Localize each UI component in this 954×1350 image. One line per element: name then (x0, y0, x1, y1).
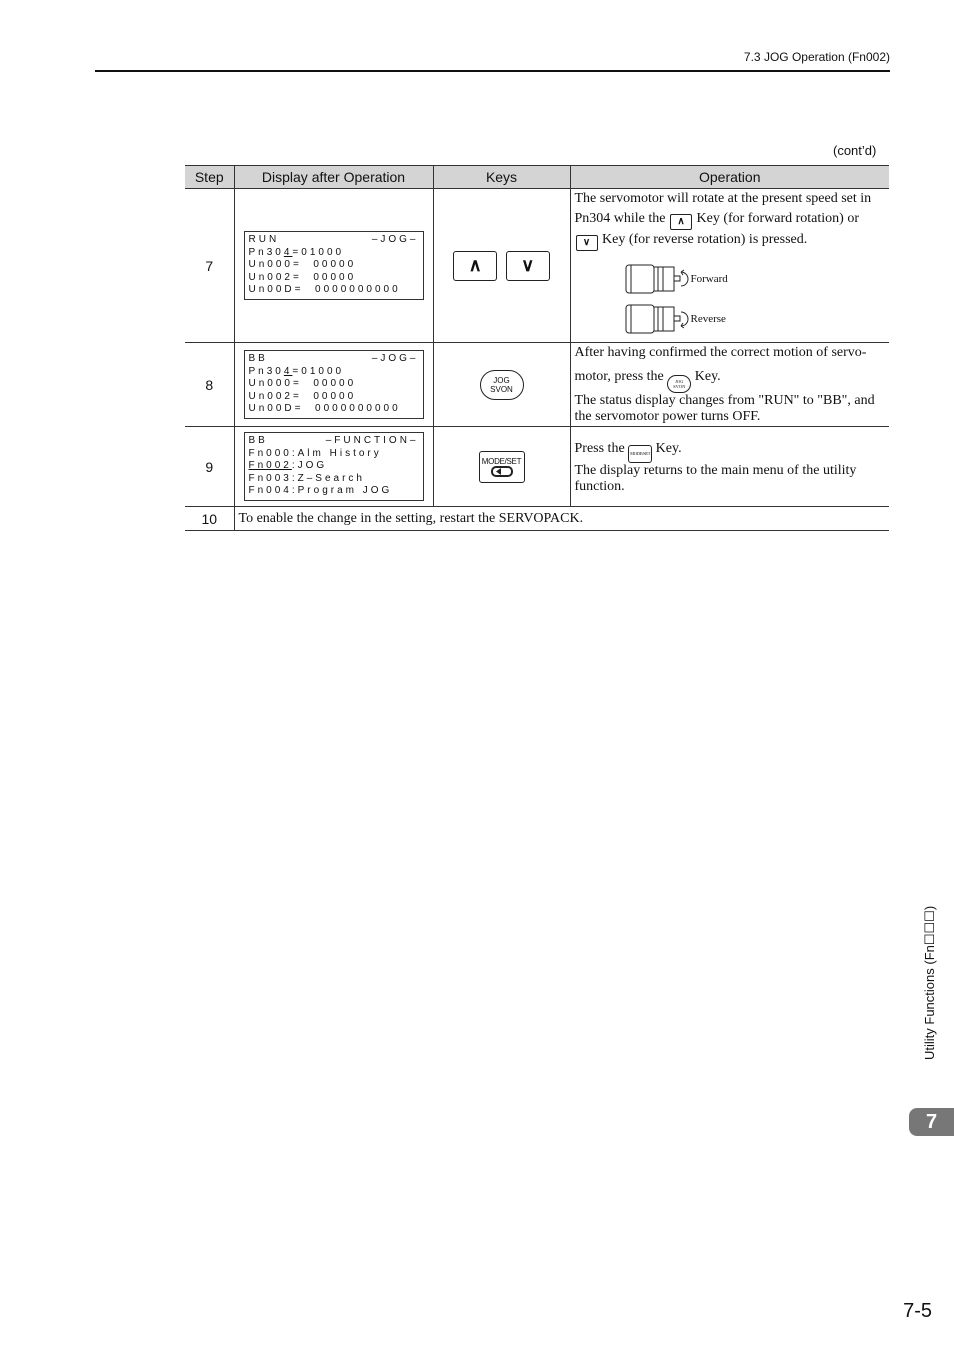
lcd-cell (234, 343, 433, 427)
lcd-line: RUN –JOG– (248, 234, 419, 246)
lcd-line: Un00D= 0000000000 (248, 403, 401, 415)
keys-cell (433, 189, 570, 343)
down-key-button[interactable]: ∨ (506, 251, 550, 281)
keys-cell (433, 343, 570, 427)
table-row (185, 507, 889, 531)
forward-label: Forward (690, 273, 728, 285)
step-number: 7 (185, 189, 234, 343)
chapter-title: Utility Functions (Fn☐☐☐) (922, 905, 937, 1060)
lcd-line: Un002= 00000 (248, 271, 357, 283)
lcd-line: Un000= 00000 (248, 378, 357, 390)
lcd-line: Un002= 00000 (248, 390, 357, 402)
chapter-number: 7 (909, 1108, 954, 1136)
lcd-line: BB –FUNCTION– (248, 435, 419, 447)
mode-set-key-icon: MODE/SET (628, 445, 652, 463)
col-header-display: Display after Operation (234, 166, 433, 189)
lcd-line: Fn002:JOG (248, 460, 328, 472)
operation-cell: Press the MODE/SET Key. The display returns to the main menu of the utility function. (570, 427, 889, 507)
header-rule (95, 70, 890, 72)
lcd-line: Fn000:Alm History (248, 447, 382, 459)
steps-table (185, 165, 889, 531)
chapter-side-tab (880, 900, 954, 1080)
table-row (185, 343, 889, 427)
page-number: 7-5 (903, 1300, 932, 1322)
step-number: 9 (185, 427, 234, 507)
lcd-cell (234, 427, 433, 507)
lcd-display (244, 432, 424, 501)
lcd-line: Un000= 00000 (248, 259, 357, 271)
section-header: 7.3 JOG Operation (Fn002) (743, 50, 890, 64)
col-header-keys: Keys (433, 166, 570, 189)
down-key-icon: ∨ (576, 235, 598, 251)
lcd-line: BB –JOG– (248, 353, 419, 365)
continued-label: (cont’d) (833, 143, 877, 158)
step-number: 8 (185, 343, 234, 427)
operation-cell: The servomotor will rotate at the present speed set in Pn304 while the ∧ Key (for forward rotation) or ∨ Key (for reverse rotation) is pressed. Forward Reverse (570, 189, 889, 343)
lcd-line: Pn304=01000 (248, 246, 345, 258)
lcd-display (244, 350, 424, 419)
forward-rotation-motor-icon (623, 261, 689, 297)
col-header-step: Step (185, 166, 234, 189)
col-header-operation: Operation (570, 166, 889, 189)
reverse-label: Reverse (690, 313, 726, 325)
table-row (185, 427, 889, 507)
operation-cell: To enable the change in the setting, restart the SERVOPACK. (234, 507, 889, 531)
up-key-button[interactable]: ∧ (453, 251, 497, 281)
jog-svon-key-button[interactable]: JOG SVON (480, 370, 524, 400)
table-header-row (185, 166, 889, 189)
lcd-line: Fn004:Program JOG (248, 485, 393, 497)
operation-cell: After having confirmed the correct motion of servo- motor, press the JOG SVON Key. The status display changes from "RUN" to "BB", and the servomotor power turns OFF. (570, 343, 889, 427)
mode-set-key-button[interactable]: MODE/SET (479, 451, 525, 483)
jog-svon-key-icon: JOG SVON (667, 375, 691, 393)
return-arrow-icon (491, 466, 513, 477)
step-number: 10 (185, 507, 234, 531)
lcd-display (244, 231, 424, 300)
keys-cell (433, 427, 570, 507)
lcd-line: Fn003:Z–Search (248, 472, 365, 484)
reverse-rotation-motor-icon (623, 301, 689, 337)
lcd-line: Pn304=01000 (248, 365, 345, 377)
lcd-cell (234, 189, 433, 343)
lcd-line: Un00D= 0000000000 (248, 284, 401, 296)
table-row (185, 189, 889, 343)
motor-diagrams (623, 259, 886, 339)
up-key-icon: ∧ (670, 214, 692, 230)
